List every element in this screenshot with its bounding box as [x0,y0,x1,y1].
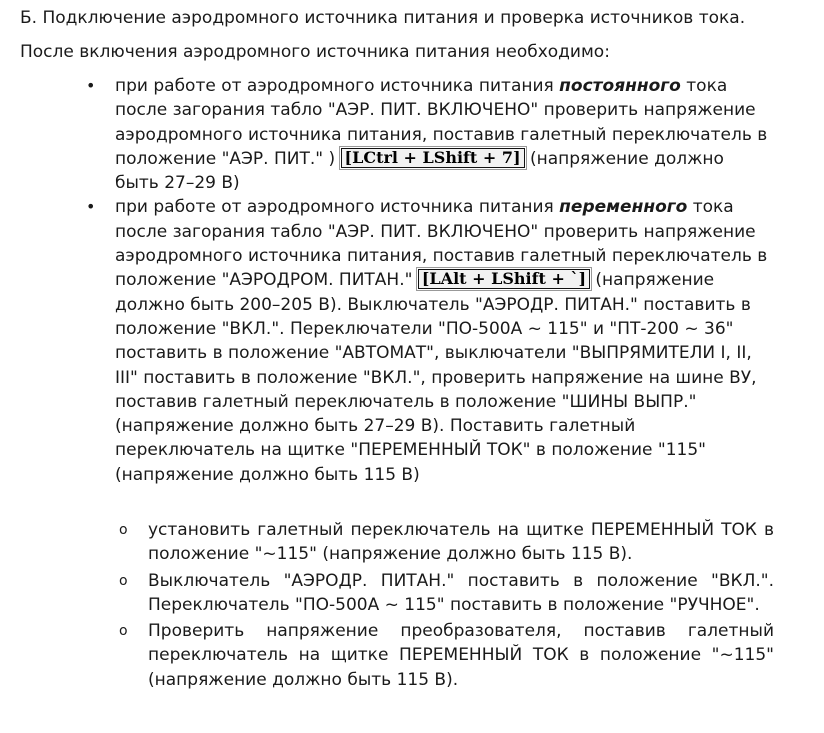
bullet-emphasis: переменного [559,197,688,218]
sub-item-text: установить галетный переключатель на щитке ПЕРЕМЕННЫЙ ТОК в положение "~115" (напряжение должно быть 115 В). [148,520,774,565]
bullet-marker: • [86,197,96,217]
list-item [0,195,770,487]
section-heading: Б. Подключение аэродромного источника питания и проверка источников тока. [20,8,746,28]
sub-list-item [0,619,774,692]
sub-list-item [0,569,774,618]
bullet-list [0,74,824,487]
bullet-text-middle: тока после загорания табло "АЭР. ПИТ. ВКЛЮЧЕНО" проверить напряжение аэродромного источника питания, поставив галетный переключатель в положение "АЭР. ПИТ." ) [115,76,768,169]
sub-bullet-marker: o [119,623,128,640]
bullet-text-before: при работе от аэродромного источника питания [115,197,560,218]
sub-bullet-marker: o [119,522,128,538]
bullet-text-middle: тока после загорания табло "АЭР. ПИТ. ВКЛЮЧЕНО" проверить напряжение аэродромного источника питания, поставив галетный переключатель в положение "АЭРОДРОМ. ПИТАН." [115,197,768,291]
list-item [0,74,770,195]
keyboard-shortcut: [LCtrl + LShift + 7] [341,148,525,168]
bullet-emphasis: постоянного [559,76,681,96]
sub-bullet-marker: o [119,572,128,589]
bullet-text-after: (напряжение должно быть 200–205 В). Выключатель "АЭРОДР. ПИТАН." поставить в положение "ВКЛ.". Переключатели "ПО-500А ~ 115" и "ПТ-200 ~ 36" поставить в положение "АВТОМАТ", выключатели "ВЫПРЯМИТЕЛИ I, II, III" поставить в положение "ВКЛ.", проверить напряжение на шине ВУ, поставив галетный переключатель в положение "ШИНЫ ВЫПР." (напряжение должно быть 27–29 В). Поставить галетный переключатель на щитке "ПЕРЕМЕННЫЙ ТОК" в положение "115" (напряжение должно быть 115 В) [115,270,757,485]
sub-item-text: Проверить напряжение преобразователя, поставив галетный переключатель на щитке ПЕРЕМЕННЫЙ ТОК в положение "~115" (напряжение должно быть 115 В). [148,621,774,690]
bullet-marker: • [86,76,96,95]
keyboard-shortcut: [LAlt + LShift + `] [418,269,590,289]
bullet-text-after: (напряжение должно быть 27–29 В) [115,148,724,194]
intro-paragraph: После включения аэродромного источника питания необходимо: [20,42,610,62]
sub-bullet-list [0,518,824,694]
sub-list-item [0,518,774,567]
bullet-text-before: при работе от аэродромного источника питания [115,76,560,96]
sub-item-text: Выключатель "АЭРОДР. ПИТАН." поставить в положение "ВКЛ.". Переключатель "ПО-500А ~ 115" поставить в положение "РУЧНОЕ". [148,570,774,615]
